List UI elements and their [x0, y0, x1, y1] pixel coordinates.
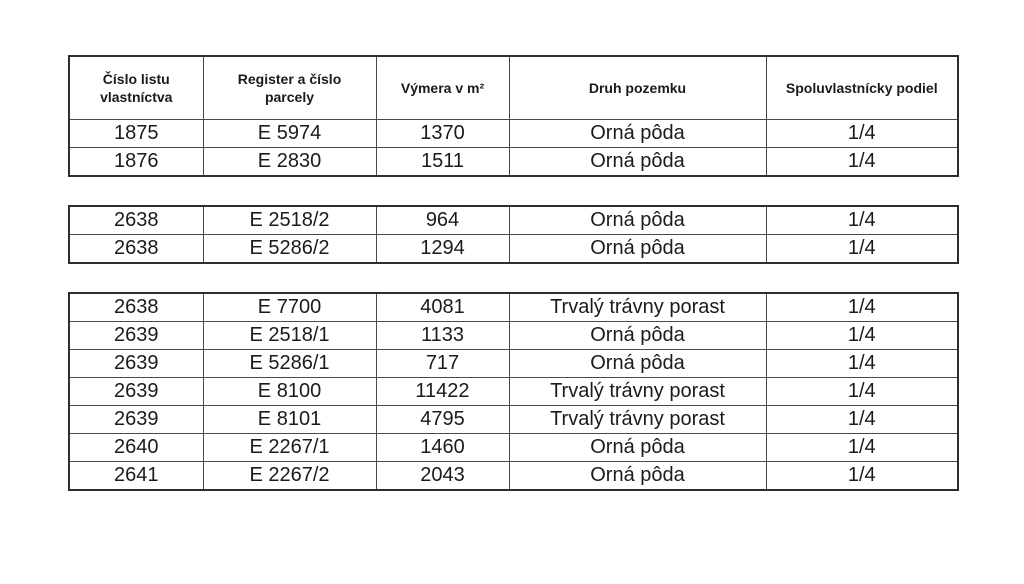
- table-cell: 2641: [69, 462, 203, 491]
- table-cell: 1/4: [766, 322, 958, 350]
- table-cell: E 2518/1: [203, 322, 376, 350]
- table-cell: 964: [376, 206, 509, 235]
- table-row: [69, 206, 958, 235]
- column-header-cislo-listu: Číslo listu vlastníctva: [69, 56, 203, 120]
- table-cell: Orná pôda: [509, 120, 766, 148]
- table-cell: 2639: [69, 406, 203, 434]
- table-row: [69, 378, 958, 406]
- table-cell: E 2518/2: [203, 206, 376, 235]
- table-cell: Orná pôda: [509, 206, 766, 235]
- table-row: [69, 148, 958, 177]
- table-cell: 4081: [376, 293, 509, 322]
- table-cell: 1294: [376, 235, 509, 264]
- table-cell: 2638: [69, 293, 203, 322]
- column-header-vymera: Výmera v m²: [376, 56, 509, 120]
- column-header-podiel: Spoluvlastnícky podiel: [766, 56, 958, 120]
- table-row: [69, 434, 958, 462]
- table-cell: 2638: [69, 235, 203, 264]
- land-register-table-section-1: [68, 55, 959, 177]
- table-cell: E 8100: [203, 378, 376, 406]
- table-cell: E 5286/1: [203, 350, 376, 378]
- table-cell: 2638: [69, 206, 203, 235]
- column-header-druh-pozemku: Druh pozemku: [509, 56, 766, 120]
- table-cell: 1/4: [766, 120, 958, 148]
- table-cell: 2640: [69, 434, 203, 462]
- table-cell: E 8101: [203, 406, 376, 434]
- table-cell: 11422: [376, 378, 509, 406]
- table-cell: 1/4: [766, 350, 958, 378]
- table-cell: 1875: [69, 120, 203, 148]
- table-row: [69, 235, 958, 264]
- table-body-section-3: [69, 293, 958, 490]
- land-register-table-section-3: [68, 292, 959, 491]
- table-cell: E 2267/2: [203, 462, 376, 491]
- table-body-section-2: [69, 206, 958, 263]
- table-cell: 1370: [376, 120, 509, 148]
- table-row: [69, 350, 958, 378]
- table-cell: 4795: [376, 406, 509, 434]
- table-cell: Trvalý trávny porast: [509, 378, 766, 406]
- table-cell: E 7700: [203, 293, 376, 322]
- table-cell: 1133: [376, 322, 509, 350]
- table-row: [69, 462, 958, 491]
- table-cell: Trvalý trávny porast: [509, 293, 766, 322]
- table-header-row: [69, 56, 958, 120]
- document-page: [68, 55, 959, 491]
- column-header-register-parcely: Register a číslo parcely: [203, 56, 376, 120]
- table-cell: Orná pôda: [509, 350, 766, 378]
- table-row: [69, 293, 958, 322]
- table-cell: 1/4: [766, 235, 958, 264]
- table-cell: Orná pôda: [509, 148, 766, 177]
- table-cell: 1/4: [766, 206, 958, 235]
- table-cell: 1/4: [766, 293, 958, 322]
- table-row: [69, 406, 958, 434]
- table-cell: E 2830: [203, 148, 376, 177]
- table-cell: 1/4: [766, 378, 958, 406]
- table-cell: 1876: [69, 148, 203, 177]
- table-cell: Orná pôda: [509, 434, 766, 462]
- table-cell: 2639: [69, 378, 203, 406]
- table-cell: E 5286/2: [203, 235, 376, 264]
- table-cell: Orná pôda: [509, 235, 766, 264]
- table-cell: 1/4: [766, 406, 958, 434]
- table-cell: 1511: [376, 148, 509, 177]
- table-cell: 2639: [69, 350, 203, 378]
- table-cell: Trvalý trávny porast: [509, 406, 766, 434]
- table-cell: 717: [376, 350, 509, 378]
- table-cell: E 5974: [203, 120, 376, 148]
- table-cell: 2639: [69, 322, 203, 350]
- table-cell: Orná pôda: [509, 462, 766, 491]
- table-cell: 1460: [376, 434, 509, 462]
- table-cell: E 2267/1: [203, 434, 376, 462]
- table-body-section-1: [69, 120, 958, 177]
- table-cell: Orná pôda: [509, 322, 766, 350]
- table-cell: 2043: [376, 462, 509, 491]
- table-row: [69, 120, 958, 148]
- table-row: [69, 322, 958, 350]
- table-cell: 1/4: [766, 462, 958, 491]
- table-cell: 1/4: [766, 434, 958, 462]
- table-cell: 1/4: [766, 148, 958, 177]
- land-register-table-section-2: [68, 205, 959, 264]
